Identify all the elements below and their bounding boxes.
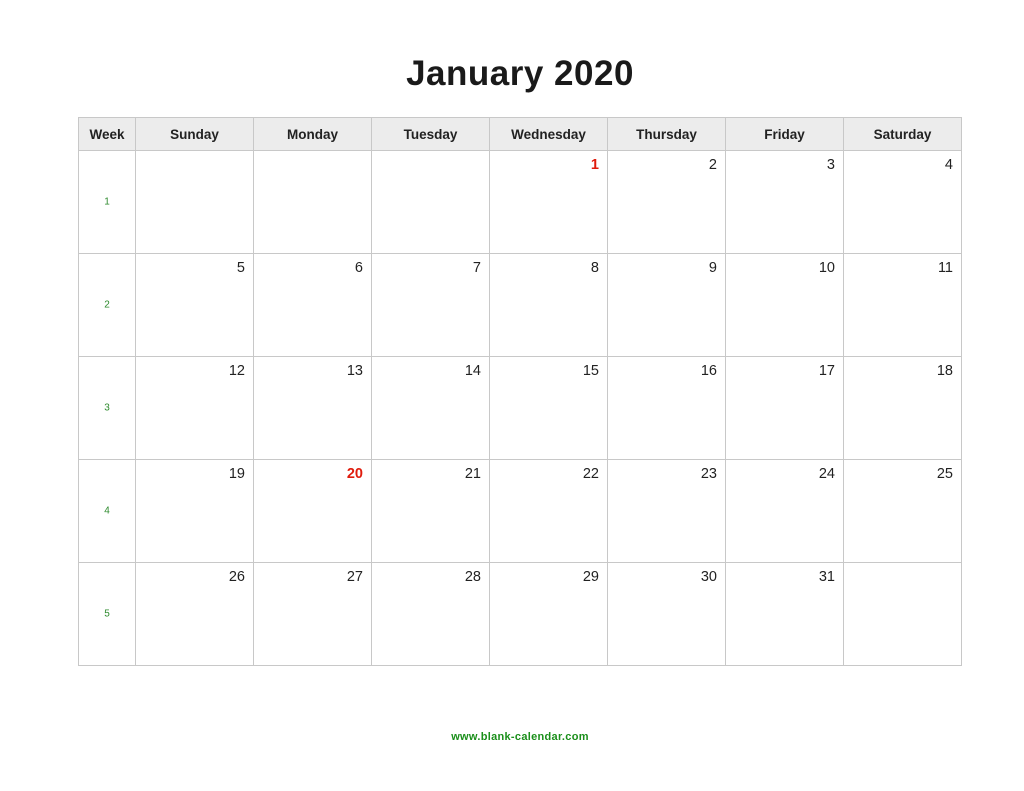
week-number: 3 [104,402,110,414]
column-header-saturday: Saturday [844,118,962,151]
day-cell[interactable] [136,151,254,254]
day-cell[interactable] [844,254,962,357]
day-cell[interactable] [136,563,254,666]
day-cell[interactable] [372,254,490,357]
day-cell[interactable] [844,151,962,254]
day-cell[interactable] [372,357,490,460]
day-cell[interactable] [254,151,372,254]
week-number-cell [79,357,136,460]
day-cell[interactable] [254,254,372,357]
day-number: 19 [228,466,245,482]
footer-website-link[interactable]: www.blank-calendar.com [451,731,589,743]
day-cell[interactable] [726,151,844,254]
day-number: 9 [708,260,717,276]
week-number: 1 [104,196,110,208]
day-number: 1 [590,157,599,173]
day-number: 17 [818,363,835,379]
calendar-week-row [79,563,962,666]
day-number: 23 [700,466,717,482]
day-cell[interactable] [608,254,726,357]
day-number: 26 [228,569,245,585]
day-number: 4 [944,157,953,173]
day-cell[interactable] [844,460,962,563]
day-cell[interactable] [490,563,608,666]
column-header-monday: Monday [254,118,372,151]
column-header-thursday: Thursday [608,118,726,151]
day-number: 11 [937,260,953,276]
week-number-cell [79,254,136,357]
calendar-week-row [79,254,962,357]
calendar-table [78,117,962,666]
week-number: 2 [104,299,110,311]
day-cell[interactable] [608,563,726,666]
day-number: 16 [700,363,717,379]
page-title: January 2020 [406,54,634,93]
day-number: 29 [582,569,599,585]
week-number-cell [79,460,136,563]
day-cell[interactable] [136,357,254,460]
day-cell[interactable] [254,563,372,666]
day-cell[interactable] [844,563,962,666]
day-number: 14 [464,363,481,379]
day-number: 15 [582,363,599,379]
column-header-tuesday: Tuesday [372,118,490,151]
day-number: 20 [346,466,363,482]
day-number: 5 [236,260,245,276]
day-number: 21 [464,466,481,482]
day-number: 30 [700,569,717,585]
day-number: 22 [582,466,599,482]
week-number: 5 [104,608,110,620]
calendar-week-row [79,357,962,460]
day-cell[interactable] [254,357,372,460]
day-cell[interactable] [608,151,726,254]
day-cell[interactable] [372,460,490,563]
day-number: 3 [826,157,835,173]
day-cell[interactable] [136,254,254,357]
column-header-sunday: Sunday [136,118,254,151]
week-number-cell [79,563,136,666]
day-cell[interactable] [608,357,726,460]
day-number: 13 [346,363,363,379]
day-cell[interactable] [726,357,844,460]
day-number: 6 [354,260,363,276]
day-cell[interactable] [490,151,608,254]
day-number: 18 [936,363,953,379]
day-cell[interactable] [372,151,490,254]
day-number: 28 [464,569,481,585]
day-number: 7 [472,260,481,276]
calendar-body [79,151,962,666]
day-cell[interactable] [726,563,844,666]
day-cell[interactable] [490,460,608,563]
day-cell[interactable] [726,460,844,563]
calendar-header-row [79,118,962,151]
day-number: 8 [590,260,599,276]
day-number: 10 [818,260,835,276]
day-number: 12 [228,363,245,379]
calendar-week-row [79,151,962,254]
day-cell[interactable] [726,254,844,357]
column-header-week: Week [79,118,136,151]
day-cell[interactable] [608,460,726,563]
calendar-week-row [79,460,962,563]
week-number: 4 [104,505,110,517]
day-cell[interactable] [136,460,254,563]
day-number: 27 [346,569,363,585]
day-cell[interactable] [844,357,962,460]
day-cell[interactable] [372,563,490,666]
column-header-friday: Friday [726,118,844,151]
day-cell[interactable] [490,357,608,460]
week-number-cell [79,151,136,254]
day-cell[interactable] [490,254,608,357]
day-number: 24 [818,466,835,482]
day-cell[interactable] [254,460,372,563]
day-number: 2 [708,157,717,173]
column-header-wednesday: Wednesday [490,118,608,151]
day-number: 25 [936,466,953,482]
day-number: 31 [818,569,835,585]
